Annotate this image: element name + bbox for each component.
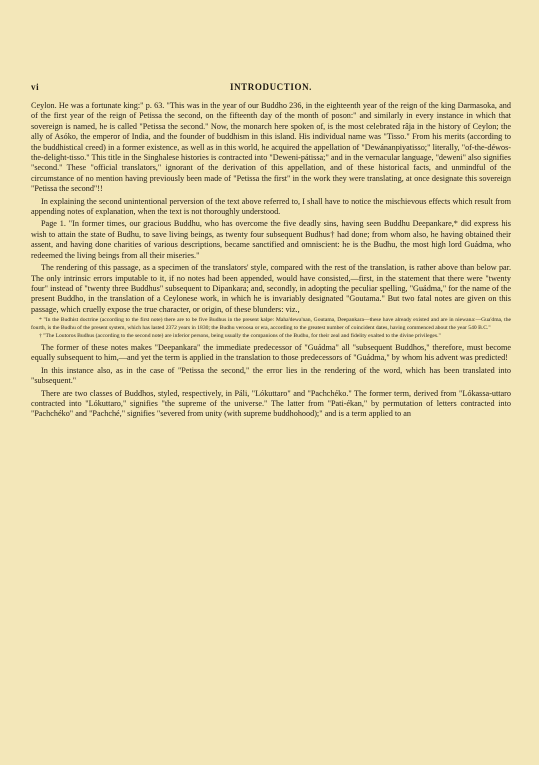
paragraph-2: In explaining the second unintentional perversion of the text above referred to, I shall have to notice the mischievous effects which result from appending notes of explanation, when the text is not thoroughly understood.: [31, 196, 511, 217]
page-body: [31, 101, 511, 422]
paragraph-4: The rendering of this passage, as a specimen of the translators' style, compared with the rest of the translation, is rather above than below par. The only intrinsic errors imputable to it, if no notes had been appended, would have consisted,—first, in the statement that there were "twenty four" instead of "twenty three Buddhus" subsequent to Dipankara; and, secondly, in adopting the peculiar spelling, "Guádma," for the name of the present Buddho, in the translation of a Ceylonese work, in which he is invariably designated "Goutama." But two fatal notes are given on this passage, which cruelly expose the true character, or origin, of these blunders: viz.,: [31, 263, 511, 314]
page-header: [31, 82, 511, 94]
page-number: vi: [31, 82, 40, 92]
paragraph-5: The former of these notes makes "Deepankara" the immediate predecessor of "Guádma" all "subsequent Buddhos," therefore, must become equally subsequent to him,—and yet the term is applied in the translation to those predecessors of "Guádma," by whom his advent was predicted!: [31, 342, 511, 363]
paragraph-1: Ceylon. He was a fortunate king:" p. 63. "This was in the year of our Buddho 236, in the eighteenth year of the reign of the king Darmasoka, and of the first year of the reign of Petissa the second, on the fifteenth day of the month of poson:" and similarly in every instance in which that sovereign is named, he is called "Petissa the second." Now, the monarch here spoken of, is the most celebrated râja in the history of Ceylon; the ally of Asóko, the emperor of India, and the founder of buddhism in this island. His individual name was "Tisso." From his merits (according to the buddhistical creed) in a former existence, as well as in this world, he acquired the appellation of "Dewánanpiyatisso;" literally, "of-the-déwos-the-delight-tisso." This title in the Singhalese histories is contracted into "Deweni-pátissa;" and in the vernacular language, "deweni" also signifies "second." These "official translators," ignorant of the derivation of this appellation, and of these historical facts, and unmindful of the circumstance of no mention having previously been made of "Petissa the first" in the work they were translating, at once designate this sovereign "Petissa the second"!!: [31, 101, 511, 194]
footnotes: [31, 317, 511, 341]
paragraph-6: In this instance also, as in the case of "Petissa the second," the error lies in the rendering of the word, which has been translated into "subsequent.": [31, 365, 511, 386]
paragraph-3: Page 1. "In former times, our gracious Buddhu, who has overcome the five deadly sins, having seen Buddhu Deepankare,* did express his wish to attain the state of Budhu, to save living beings, as twenty four subsequent Budhus† had done; from whom also, he having obtained their assent, and having done charities of various descriptions, became sanctified and omniscient: he is the Budhu, the most high lord Guádma, who redeemed the living beings from all their miseries.": [31, 219, 511, 260]
running-title: INTRODUCTION.: [229, 82, 313, 92]
footnote-2: † "The Loutoros Budhus (according to the second note) are inferior persons, being usually the companions of the Budhu, for their zeal and fidelity exalted to the divine privileges.": [39, 333, 441, 340]
paragraph-7: There are two classes of Buddhos, styled, respectively, in Páli, "Lókuttaro" and "Pachchéko." The former term, derived from "Lókassa-uttaro contracted into "Lókuttaro," signifies "the supreme of the universe." The latter from "Pati-ékan," by permutation of letters contracted into "Pachchéko" and "Pachché," signifies "severed from unity (with supreme buddhohood);" and is a term applied to an: [31, 388, 511, 419]
footnote-1: * "In the Budhist doctrine (according to the first note) there are to be five Budhus in the present kalpe: Maha'dewa'nan, Goutama, Deepankara—these have already existed and are in niewana:—Gua'dma, the fourth, is the Budhu of the present system, which has lasted 2372 years in 1830; the Budhu veroosa or era, according to the greatest number of coincident dates, having commenced about the year 540 B.C.": [31, 317, 511, 331]
